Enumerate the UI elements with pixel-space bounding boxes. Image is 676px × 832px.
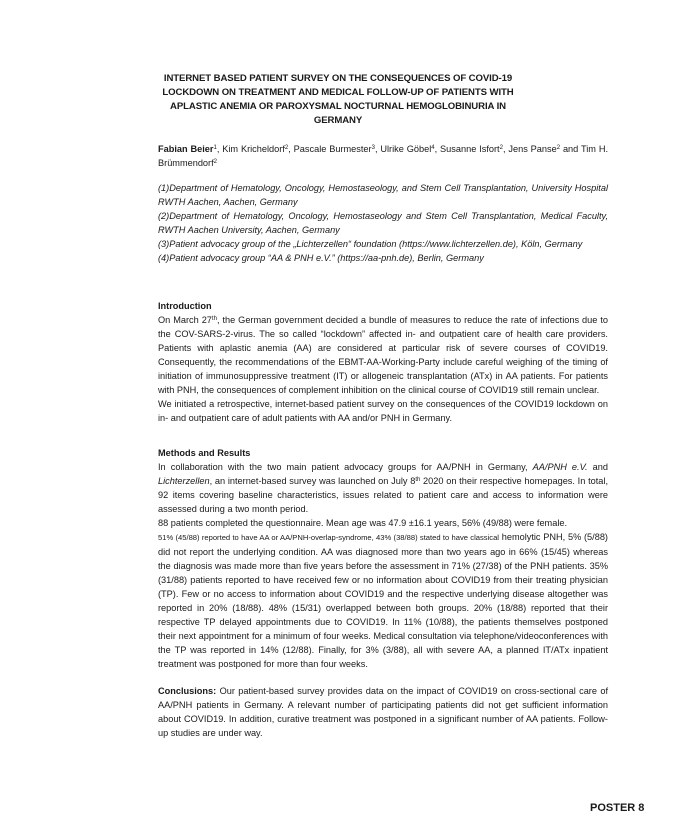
affiliation-item: (2)Department of Hematology, Oncology, Hemostaseology and Stem Cell Transplantation, Medical Faculty, RWTH Aachen University, Aachen, Germany: [158, 211, 608, 235]
author-separator: ,: [216, 144, 223, 154]
introduction-paragraph: We initiated a retrospective, internet-based patient survey on the consequences of the COVID19 lockdown on in- and outpatient care of adult patients with AA and/or PNH in Germany.: [158, 399, 608, 423]
conclusions-section: [158, 684, 608, 740]
author-name: Tim H. Brümmendorf: [158, 144, 609, 168]
poster-label: POSTER 8: [590, 802, 645, 814]
intro-text-b: , the German government decided a bundle of measures to reduce the rate of infections due to the COV-SARS-2-virus. The so called “lockdown” affected in- and outpatient care of health care providers. Patients with aplastic anemia (AA) are considered at particular risk of severe courses of COVID19. Consequently, the recommendations of the EBMT-AA-Working-Party include careful weighing of the timing of initiation of immunosuppressive treatment (IT) or allogeneic transplantation (ATx) in AA patients. For patients with PNH, the consequences of complement inhibition on the clinical course of COVID19 still remain unclear.: [158, 315, 608, 395]
author-name: Kim Kricheldorf: [222, 144, 285, 154]
introduction-paragraph: [158, 313, 608, 397]
author-affiliation-marker: 2: [556, 145, 561, 151]
author-list: [158, 142, 608, 170]
affiliation-item: (3)Patient advocacy group of the „Lichterzellen“ foundation (https://www.lichterzellen.de), Köln, Germany: [158, 239, 583, 249]
methods-text-b: and: [587, 462, 608, 472]
methods-text-a: In collaboration with the two main patient advocacy groups for AA/PNH in Germany,: [158, 462, 533, 472]
author-name: Jens Panse: [508, 144, 557, 154]
introduction-heading: Introduction: [158, 301, 212, 311]
methods-heading: Methods and Results: [158, 448, 251, 458]
author-separator: and: [560, 144, 581, 154]
methods-section: [158, 446, 608, 671]
author-name: Fabian Beier: [158, 144, 214, 154]
author-separator: ,: [502, 144, 509, 154]
author-name: Susanne Isfort: [440, 144, 500, 154]
ordinal-suffix: th: [211, 316, 217, 322]
author-separator: ,: [288, 144, 294, 154]
author-affiliation-marker: 1: [213, 145, 217, 151]
affiliation-item: (4)Patient advocacy group “AA & PNH e.V.” (https://aa-pnh.de), Berlin, Germany: [158, 253, 484, 263]
conclusions-text: Our patient-based survey provides data on the impact of COVID19 on cross-sectional care of AA/PNH patients in Germany. A relevant number of participating patients did not get sufficient information about COVID19. In addition, curative treatment was postponed in a significant number of AA patients. Follow-up studies are under way.: [158, 686, 608, 738]
methods-paragraph: [158, 460, 608, 516]
methods-paragraph: 88 patients completed the questionnaire. Mean age was 47.9 ±16.1 years, 56% (49/88) were female.: [158, 518, 568, 528]
affiliation-item: (1)Department of Hematology, Oncology, Hemostaseology, and Stem Cell Transplantation, University Hospital RWTH Aachen, Aachen, Germany: [158, 183, 608, 207]
methods-small-text: 51% (45/88) reported to have AA or AA/PNH-overlap-syndrome, 43% (38/88) stated to have classical: [158, 533, 499, 542]
intro-text-a: On March 27: [158, 315, 212, 325]
author-name: Pascale Burmester: [293, 144, 372, 154]
author-separator: ,: [374, 144, 381, 154]
author-separator: ,: [434, 144, 441, 154]
conclusions-heading: Conclusions:: [158, 686, 217, 696]
affiliation-list: [158, 181, 608, 265]
author-affiliation-marker: 2: [499, 145, 503, 151]
author-name: Ulrike Göbel: [380, 144, 432, 154]
methods-text-d: 2020 on their respective homepages. In total, 92 items covering baseline characteristics, issues related to patient care and access to information were assessed during a two month period.: [158, 476, 608, 514]
organization-name: Lichterzellen: [158, 476, 210, 486]
author-affiliation-marker: 2: [284, 145, 289, 151]
methods-text-c: , an internet-based survey was launched on July 8: [209, 476, 416, 486]
methods-paragraph: [158, 530, 608, 671]
ordinal-suffix: th: [415, 477, 421, 483]
author-affiliation-marker: 2: [213, 159, 217, 165]
methods-text-rest: hemolytic PNH, 5% (5/88) did not report the underlying condition. AA was diagnosed more than two years ago in 66% (15/45) whereas the diagnosis was made more than five years before the assessment in 71% (27/38) of the PNH patients. 35% (31/88) patients reported to have received few or no information about COVID19 from their treating physician (TP). Few or no access to information about COVID19 and the respective underlying disease altogether was reported in 20% (18/88). 48% (15/31) overlapped between both groups. 20% (18/88) reported that their respective TP delayed appointments due to COVID19. In 11% (10/88), the patients themselves postponed their next appointment for a minimum of four weeks. Medical consultation via telephone/videoconferences with the TP was reported in 14% (12/88). Finally, for 3% (3/88), all with severe AA, a planned IT/ATx inpatient treatment was postponed for more than four weeks.: [158, 532, 608, 669]
introduction-section: [158, 299, 608, 425]
author-affiliation-marker: 3: [371, 145, 375, 151]
author-affiliation-marker: 4: [431, 145, 435, 151]
abstract-title: INTERNET BASED PATIENT SURVEY ON THE CONSEQUENCES OF COVID-19 LOCKDOWN ON TREATMENT AND MEDICAL FOLLOW-UP OF PATIENTS WITH APLASTIC ANEMIA OR PAROXYSMAL NOCTURNAL HEMOGLOBINURIA IN GERMANY: [162, 73, 514, 126]
organization-name: AA/PNH e.V.: [532, 462, 588, 472]
conclusions-paragraph: [158, 684, 608, 740]
